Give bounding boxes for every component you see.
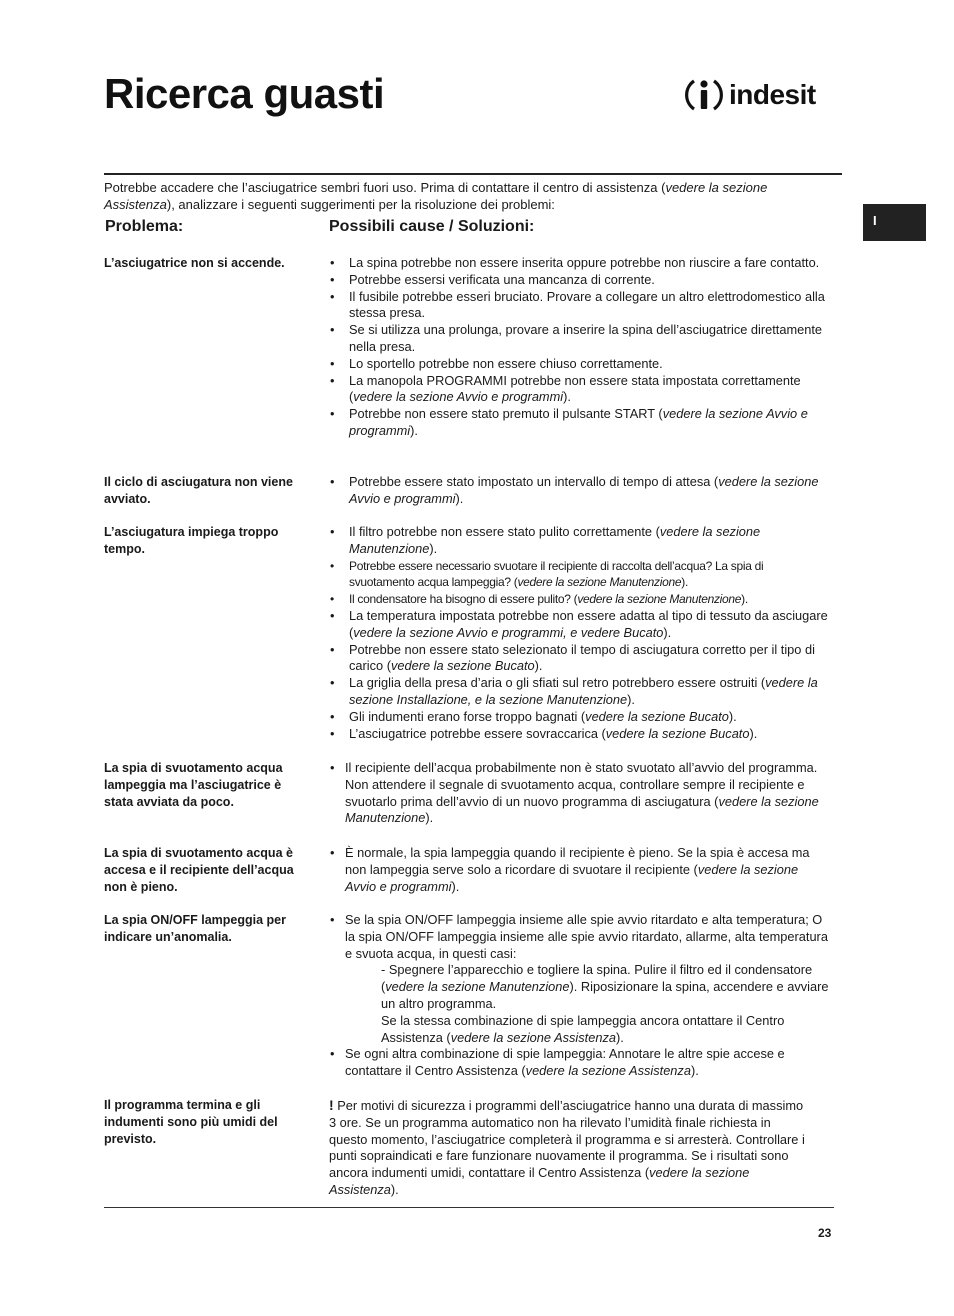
cause-item: • Il recipiente dell’acqua probabilmente non è stato svuotato all’avvio del programma. Non attendere il segnale di svuotamento acqua, controllare sempre il recipiente e svuotarlo prima dell’avvio di un nuovo programma di asciugatura (vedere la sezione Manutenzione). xyxy=(329,760,829,827)
footer-divider xyxy=(104,1207,834,1208)
cause-item: • È normale, la spia lampeggia quando il recipiente è pieno. Se la spia è accesa ma non lampeggia serve solo a ricordare di svuotare il recipiente (vedere la sezione Avvio e programmi). xyxy=(329,845,829,895)
cause-list xyxy=(329,255,829,440)
safety-note: ! Per motivi di sicurezza i programmi dell’asciugatrice hanno una durata di massimo 3 ore. Se un programma automatico non ha rilevato l’umidità finale richiesta in questo momento, l’asciugatrice completerà il programma e si arresterà. Controllare i punti sopraindicati e fare funzionare nuovamente il programma. Se i risultati sono ancora indumenti umidi, contattare il Centro Assistenza (vedere la sezione Assistenza). xyxy=(329,1097,805,1197)
cause-item: • Potrebbe non essere stato selezionato il tempo di asciugatura corretto per il tipo di carico (vedere la sezione Bucato). xyxy=(329,642,829,676)
warning-icon: ! xyxy=(329,1097,334,1113)
cause-item: • Se ogni altra combinazione di spie lampeggia: Annotare le altre spie accese e contattare il Centro Assistenza (vedere la sezione Assistenza). xyxy=(329,1046,829,1080)
cause-item: • Lo sportello potrebbe non essere chiuso correttamente. xyxy=(329,356,829,373)
cause-item: • Gli indumenti erano forse troppo bagnati (vedere la sezione Bucato). xyxy=(329,709,829,726)
problem-label: La spia ON/OFF lampeggia per indicare un’anomalia. xyxy=(104,913,286,944)
indesit-logo-icon xyxy=(684,74,724,116)
cause-item: • Potrebbe essere stato impostato un intervallo di tempo di attesa (vedere la sezione Avvio e programmi). xyxy=(329,474,829,508)
intro-text: Potrebbe accadere che l’asciugatrice sembri fuori uso. Prima di contattare il centro di assistenza (vedere la sezione Assistenza), analizzare i seguenti suggerimenti per la risoluzione dei problemi: xyxy=(104,180,768,212)
cause-item: • Il filtro potrebbe non essere stato pulito correttamente (vedere la sezione Manutenzione). xyxy=(329,524,829,558)
cause-list xyxy=(329,760,829,827)
cause-item: • Il condensatore ha bisogno di essere pulito? (vedere la sezione Manutenzione). xyxy=(329,591,829,608)
cause-item: • La spina potrebbe non essere inserita oppure potrebbe non riuscire a fare contatto. xyxy=(329,255,829,272)
brand-name: indesit xyxy=(729,79,816,110)
cause-item: • La manopola PROGRAMMI potrebbe non essere stata impostata correttamente (vedere la sezione Avvio e programmi). xyxy=(329,373,829,407)
problem-label: L’asciugatura impiega troppo tempo. xyxy=(104,525,279,556)
page-title: Ricerca guasti xyxy=(104,70,385,117)
cause-list xyxy=(329,912,829,1080)
language-tab: I xyxy=(863,204,926,241)
cause-item: • Potrebbe essersi verificata una mancanza di corrente. xyxy=(329,272,829,289)
cause-item: • Potrebbe non essere stato premuto il pulsante START (vedere la sezione Avvio e programmi). xyxy=(329,406,829,440)
cause-list xyxy=(329,474,829,508)
cause-item: • Potrebbe essere necessario svuotare il recipiente di raccolta dell’acqua? La spia di svuotamento acqua lampeggia? (vedere la sezione Manutenzione). xyxy=(329,558,829,592)
cause-item: • L’asciugatrice potrebbe essere sovraccarica (vedere la sezione Bucato). xyxy=(329,726,829,743)
header-divider xyxy=(104,173,842,175)
cause-item: • La temperatura impostata potrebbe non essere adatta al tipo di tessuto da asciugare (vedere la sezione Avvio e programmi, e vedere Bucato). xyxy=(329,608,829,642)
page-number: 23 xyxy=(818,1226,832,1240)
cause-item: • Se la spia ON/OFF lampeggia insieme alle spie avvio ritardato e alta temperatura; O la spia ON/OFF lampeggia insieme alle spie avvio ritardato, allarme, alta temperatura e svuota acqua, in questi casi: - Spegnere l’apparecchio e togliere la spina. Pulire il filtro ed il condensatore (vedere la sezione Manutenzione). Riposizionare la spina, accendere e avviare un altro programma. Se la stessa combinazione di spie lampeggia ancora ontattare il Centro Assistenza (vedere la sezione Assistenza). xyxy=(329,912,829,1046)
brand-logo xyxy=(684,74,816,116)
problem-label: La spia di svuotamento acqua lampeggia ma l’asciugatrice è stata avviata da poco. xyxy=(104,761,283,809)
problem-label: Il ciclo di asciugatura non viene avviato. xyxy=(104,475,293,506)
cause-list xyxy=(329,524,829,742)
column-header-causes: Possibili cause / Soluzioni: xyxy=(329,218,535,235)
problem-label: L’asciugatrice non si accende. xyxy=(104,256,285,270)
problem-label: La spia di svuotamento acqua è accesa e il recipiente dell’acqua non è pieno. xyxy=(104,846,294,894)
column-header-problem: Problema: xyxy=(105,218,184,235)
cause-list xyxy=(329,845,829,895)
problem-label: Il programma termina e gli indumenti sono più umidi del previsto. xyxy=(104,1098,278,1146)
cause-item: • La griglia della presa d’aria o gli sfiati sul retro potrebbero essere ostruiti (vedere la sezione Installazione, e la sezione Manutenzione). xyxy=(329,675,829,709)
cause-item: • Il fusibile potrebbe esseri bruciato. Provare a collegare un altro elettrodomestico alla stessa presa. xyxy=(329,289,829,323)
cause-item: • Se si utilizza una prolunga, provare a inserire la spina dell’asciugatrice direttamente nella presa. xyxy=(329,322,829,356)
sub-instructions: - Spegnere l’apparecchio e togliere la spina. Pulire il filtro ed il condensatore (vedere la sezione Manutenzione). Riposizionare la spina, accendere e avviare un altro programma. Se la stessa combinazione di spie lampeggia ancora ontattare il Centro Assistenza (vedere la sezione Assistenza). xyxy=(381,962,829,1045)
